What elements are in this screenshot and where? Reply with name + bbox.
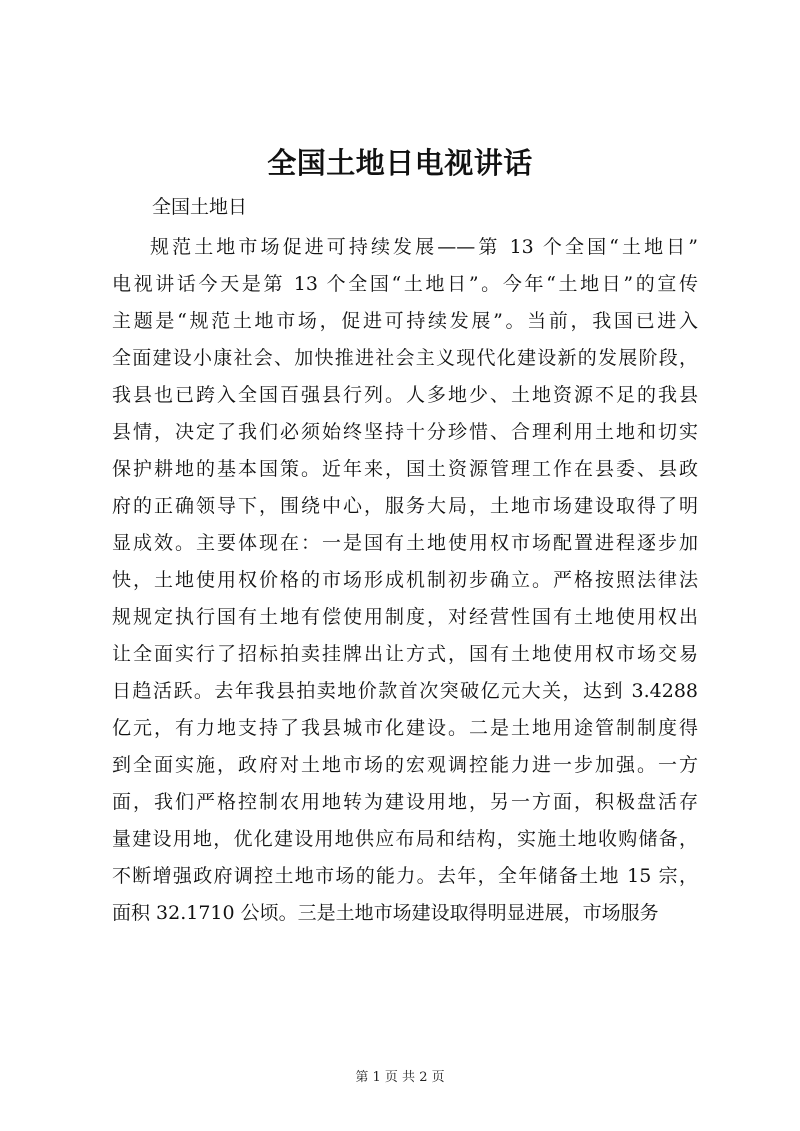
page-number: 第 1 页 共 2 页	[355, 1070, 445, 1085]
body-line: 全面建设小康社会、加快推进社会主义现代化建设新的发展阶段，	[112, 347, 698, 369]
body-line: 让全面实行了招标拍卖挂牌出让方式，国有土地使用权市场交易	[112, 643, 698, 665]
body-line: 到全面实施，政府对土地市场的宏观调控能力进一步加强。一方	[112, 754, 698, 776]
body-line: 不断增强政府调控土地市场的能力。去年，全年储备土地 15 宗，	[112, 865, 698, 887]
body-line: 日趋活跃。去年我县拍卖地价款首次突破亿元大关，达到 3.4288	[112, 680, 698, 702]
body-line: 面积 32.1710 公顷。三是土地市场建设取得明显进展，市场服务	[112, 902, 659, 924]
body-line: 规范土地市场促进可持续发展——第 13 个全国“土地日”	[150, 236, 698, 258]
document-subtitle: 全国土地日	[152, 196, 248, 218]
body-line: 府的正确领导下，围绕中心，服务大局，土地市场建设取得了明	[112, 495, 698, 517]
body-line: 面，我们严格控制农用地转为建设用地，另一方面，积极盘活存	[112, 791, 698, 813]
body-line: 电视讲话今天是第 13 个全国“土地日”。今年“土地日”的宣传	[112, 273, 698, 295]
body-line: 我县也已跨入全国百强县行列。人多地少、土地资源不足的我县	[112, 384, 698, 406]
document-title: 全国土地日电视讲话	[267, 146, 533, 180]
body-line: 保护耕地的基本国策。近年来，国土资源管理工作在县委、县政	[112, 458, 698, 480]
body-line: 县情，决定了我们必须始终坚持十分珍惜、合理利用土地和切实	[112, 421, 698, 443]
body-line: 显成效。主要体现在：一是国有土地使用权市场配置进程逐步加	[112, 532, 698, 554]
body-line: 亿元，有力地支持了我县城市化建设。二是土地用途管制制度得	[112, 717, 698, 739]
body-line: 快，土地使用权价格的市场形成机制初步确立。严格按照法律法	[112, 569, 698, 591]
body-line: 主题是“规范土地市场，促进可持续发展”。当前，我国已进入	[112, 310, 698, 332]
body-line: 量建设用地，优化建设用地供应布局和结构，实施土地收购储备，	[112, 828, 698, 850]
body-line: 规规定执行国有土地有偿使用制度，对经营性国有土地使用权出	[112, 606, 698, 628]
